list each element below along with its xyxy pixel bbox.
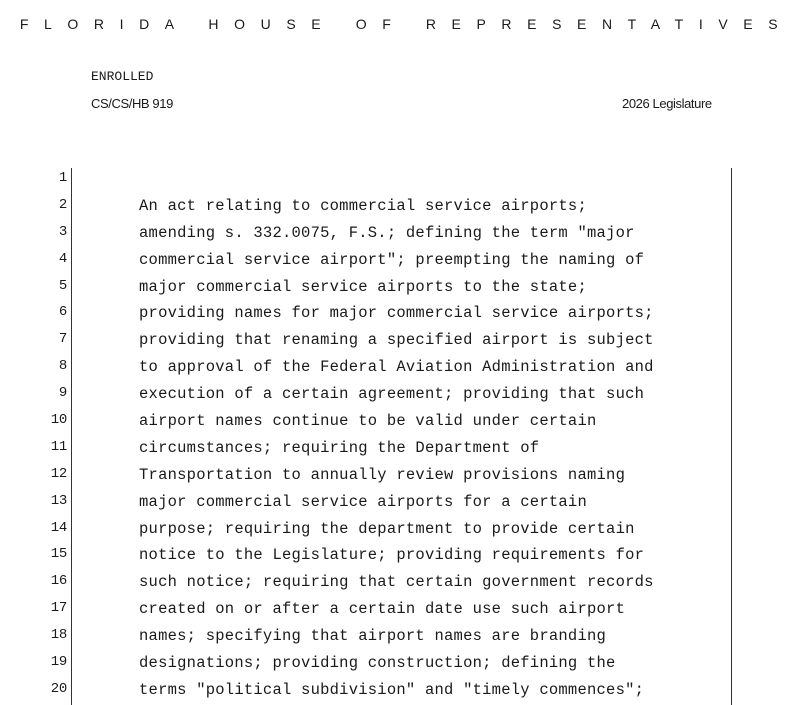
bill-line bbox=[0, 354, 800, 381]
line-text: providing names for major commercial service airports; bbox=[139, 304, 654, 323]
bill-line bbox=[0, 650, 800, 677]
line-text: names; specifying that airport names are branding bbox=[139, 627, 607, 646]
bill-line bbox=[0, 677, 800, 704]
line-text: amending s. 332.0075, F.S.; defining the term "major bbox=[139, 223, 635, 242]
legislative-session: 2026 Legislature bbox=[622, 96, 712, 111]
bill-text-lines bbox=[0, 166, 800, 704]
bill-line bbox=[0, 435, 800, 462]
bill-line bbox=[0, 327, 800, 354]
line-text: such notice; requiring that certain government records bbox=[139, 573, 654, 592]
line-text: providing that renaming a specified airport is subject bbox=[139, 331, 654, 350]
bill-line bbox=[0, 542, 800, 569]
bill-line bbox=[0, 247, 800, 274]
line-number: 18 bbox=[50, 627, 67, 644]
line-text: major commercial service airports for a certain bbox=[139, 492, 587, 511]
line-number: 4 bbox=[58, 250, 67, 267]
line-text: circumstances; requiring the Department of bbox=[139, 438, 540, 457]
bill-line bbox=[0, 408, 800, 435]
line-number: 14 bbox=[50, 519, 67, 536]
line-text: notice to the Legislature; providing requirements for bbox=[139, 546, 645, 565]
line-text: execution of a certain agreement; providing that such bbox=[139, 385, 645, 404]
line-text: Transportation to annually review provisions naming bbox=[139, 465, 626, 484]
line-text: commercial service airport"; preempting the naming of bbox=[139, 250, 645, 269]
bill-line bbox=[0, 569, 800, 596]
line-number: 16 bbox=[50, 573, 67, 590]
line-number: 3 bbox=[58, 223, 67, 240]
line-number: 5 bbox=[58, 277, 67, 294]
line-text: to approval of the Federal Aviation Administration and bbox=[139, 358, 654, 377]
line-text: created on or after a certain date use such airport bbox=[139, 600, 626, 619]
line-number: 12 bbox=[50, 465, 67, 482]
bill-id: CS/CS/HB 919 bbox=[91, 96, 173, 111]
bill-line bbox=[0, 596, 800, 623]
line-text: terms "political subdivision" and "timely commences"; bbox=[139, 680, 645, 699]
line-number: 17 bbox=[50, 600, 67, 617]
bill-line bbox=[0, 193, 800, 220]
bill-line bbox=[0, 220, 800, 247]
line-number: 15 bbox=[50, 546, 67, 563]
line-text: major commercial service airports to the state; bbox=[139, 277, 587, 296]
line-number: 9 bbox=[58, 385, 67, 402]
line-number: 6 bbox=[58, 304, 67, 321]
bill-status: ENROLLED bbox=[91, 69, 154, 84]
line-number: 2 bbox=[58, 196, 67, 213]
bill-line bbox=[0, 166, 800, 193]
line-number: 13 bbox=[50, 492, 67, 509]
bill-line bbox=[0, 516, 800, 543]
line-number: 10 bbox=[50, 412, 67, 429]
bill-line bbox=[0, 381, 800, 408]
line-number: 7 bbox=[58, 331, 67, 348]
bill-line bbox=[0, 300, 800, 327]
line-text: designations; providing construction; defining the bbox=[139, 654, 616, 673]
line-number: 19 bbox=[50, 654, 67, 671]
chamber-title: FLORIDA HOUSE OF REPRESENTATIVES bbox=[19, 16, 794, 32]
line-number: 8 bbox=[58, 358, 67, 375]
bill-line bbox=[0, 462, 800, 489]
line-number: 11 bbox=[50, 438, 67, 455]
line-number: 20 bbox=[50, 680, 67, 697]
bill-line bbox=[0, 274, 800, 301]
line-text: An act relating to commercial service airports; bbox=[139, 196, 587, 215]
bill-line bbox=[0, 623, 800, 650]
line-text: airport names continue to be valid under certain bbox=[139, 412, 597, 431]
line-text: purpose; requiring the department to provide certain bbox=[139, 519, 635, 538]
line-number: 1 bbox=[58, 170, 67, 186]
bill-line bbox=[0, 489, 800, 516]
